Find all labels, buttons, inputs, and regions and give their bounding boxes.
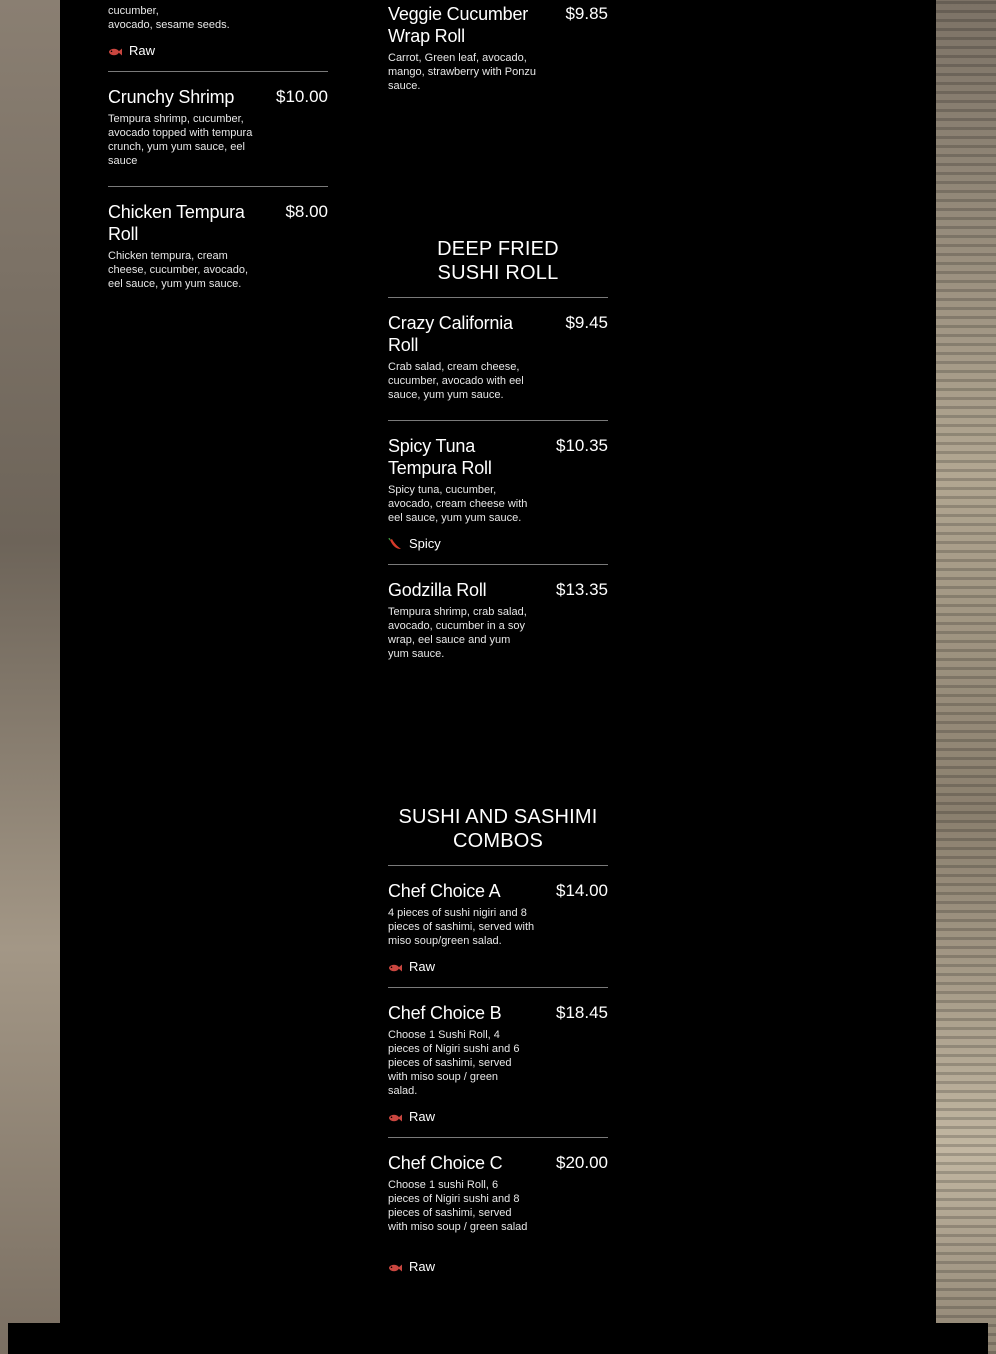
- item-description: Carrot, Green leaf, avocado, mango, strawberry with Ponzu sauce.: [388, 52, 536, 92]
- fish-icon: [388, 961, 402, 971]
- item-description: Choose 1 Sushi Roll, 4 pieces of Nigiri sushi and 6 pieces of sashimi, served with miso soup / green salad.: [388, 1029, 520, 1097]
- section-title-combos: SUSHI AND SASHIMI COMBOS: [398, 806, 598, 852]
- item-name: Spicy Tuna Tempura Roll: [388, 436, 492, 478]
- item-price: $10.35: [556, 436, 608, 455]
- fish-icon: [108, 45, 122, 55]
- item-description: Tempura shrimp, cucumber, avocado topped with tempura crunch, yum yum sauce, eel sauce: [108, 113, 253, 167]
- raw-tag: [388, 1258, 435, 1274]
- raw-tag-label: Raw: [409, 1108, 436, 1124]
- divider: [388, 865, 608, 866]
- item-price: $9.85: [565, 4, 608, 23]
- raw-tag: [388, 1108, 435, 1124]
- raw-tag: [108, 42, 155, 58]
- divider: [108, 71, 328, 72]
- item-description: Crab salad, cream cheese, cucumber, avocado with eel sauce, yum yum sauce.: [388, 361, 524, 401]
- item-description: Choose 1 sushi Roll, 6 pieces of Nigiri sushi and 8 pieces of sashimi, served with miso soup / green salad: [388, 1179, 528, 1233]
- item-name: Chef Choice A: [388, 881, 501, 901]
- item-description: Spicy tuna, cucumber, avocado, cream cheese with eel sauce, yum yum sauce.: [388, 484, 528, 524]
- divider: [388, 987, 608, 988]
- section-title-deep-fried: DEEP FRIED SUSHI ROLL: [437, 238, 559, 284]
- item-price: $13.35: [556, 580, 608, 599]
- item-description: Tempura shrimp, crab salad, avocado, cucumber in a soy wrap, eel sauce and yum yum sauce.: [388, 606, 527, 660]
- item-name: Veggie Cucumber Wrap Roll: [388, 4, 529, 46]
- chili-pepper-icon: [388, 538, 402, 548]
- raw-tag-label: Raw: [409, 958, 436, 974]
- item-price: $10.00: [276, 87, 328, 106]
- fish-icon: [388, 1261, 402, 1271]
- item-description-partial: cucumber, avocado, sesame seeds.: [108, 5, 230, 31]
- item-description: Chicken tempura, cream cheese, cucumber, avocado, eel sauce, yum yum sauce.: [108, 250, 249, 290]
- item-price: $20.00: [556, 1153, 608, 1172]
- item-name: Chef Choice C: [388, 1153, 503, 1173]
- item-price: $9.45: [565, 313, 608, 332]
- item-name: Chef Choice B: [388, 1003, 502, 1023]
- raw-tag: [388, 958, 435, 974]
- raw-tag-label: Raw: [129, 42, 156, 58]
- item-price: $18.45: [556, 1003, 608, 1022]
- item-price: $14.00: [556, 881, 608, 900]
- divider: [388, 297, 608, 298]
- raw-tag-label: Raw: [409, 1258, 436, 1274]
- spicy-tag-label: Spicy: [409, 535, 441, 551]
- item-description: 4 pieces of sushi nigiri and 8 pieces of sashimi, served with miso soup/green salad.: [388, 907, 535, 947]
- background-right: [936, 0, 996, 1354]
- item-name: Crunchy Shrimp: [108, 87, 235, 107]
- fish-icon: [388, 1111, 402, 1121]
- footer-bar: [8, 1323, 988, 1354]
- divider: [388, 564, 608, 565]
- spicy-tag: [388, 535, 441, 551]
- divider: [388, 420, 608, 421]
- item-name: Godzilla Roll: [388, 580, 487, 600]
- item-name: Crazy California Roll: [388, 313, 513, 355]
- item-price: $8.00: [285, 202, 328, 221]
- item-name: Chicken Tempura Roll: [108, 202, 245, 244]
- divider: [388, 1137, 608, 1138]
- menu-panel: [60, 0, 936, 1354]
- background-left: [0, 0, 60, 1354]
- divider: [108, 186, 328, 187]
